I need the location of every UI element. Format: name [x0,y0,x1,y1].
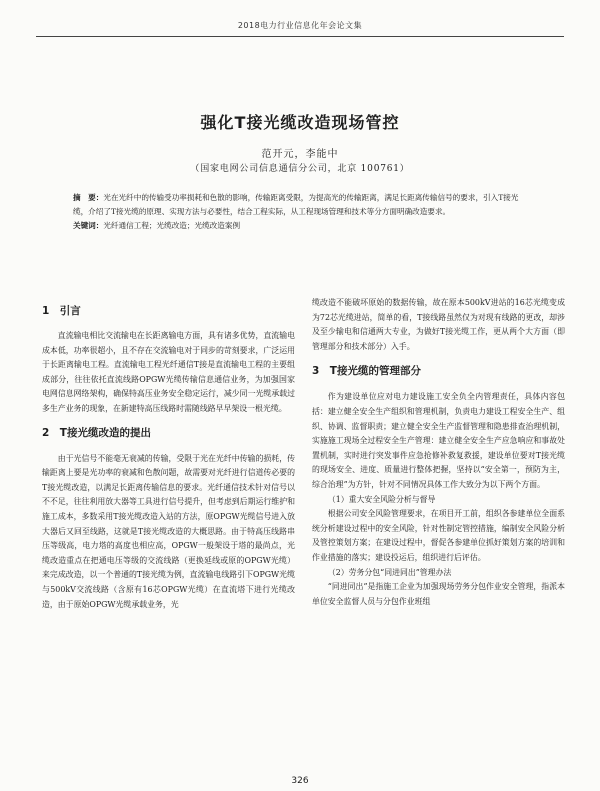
abstract-block [73,191,533,232]
section-2-heading: 2 T接光缆改造的提出 [42,426,151,439]
keywords-label: 关键词： [73,220,104,230]
header-rule [36,36,564,37]
subsection-2-paragraph: “同进同出”是指施工企业为加强现场劳务分包作业安全管理，指派本单位安全监督人员与分包作业班组 [312,582,565,606]
right-column [312,296,565,609]
abstract-label: 摘 要： [73,193,104,202]
abstract [73,191,533,219]
continued-paragraph: 缆改造不能破坏原始的数据传输，故在原本500kV进站的16芯光缆变成为72芯光缆进站，简单的看，T接线路虽然仅为对现有线路的更改，却涉及至少输电和信通两大专业，为做好T接光缆工作，更从两个大方面（即管理部分和技术部分）入手。 [312,298,565,351]
keywords [73,219,533,233]
authors: 范开元，李能中 [261,149,339,160]
subsection-1-heading: （1）重大安全风险分析与督导 [327,494,436,504]
keywords-text: 光纤通信工程；光缆改造；光缆改造案例 [103,220,241,230]
paper-title: 强化T接光缆改造现场管控 [200,113,400,132]
section-3-paragraph: 作为建设单位应对电力建设施工安全负全内管理责任，具体内容包括：建立健全安全生产组织和管理机制，负责电力建设工程安全生产、组织、协调、监督职责；建立健全安全生产监督管理和隐患排查治理机制，实施施工现场全过程安全生产管理：建立健全安全生产应急响应和事故处置机制，实时进行突发事件应急抢修补救复救援，建设单位要对T接光缆的现场安全、进度、质量进行整体把握，坚持以“安全第一，预防为主，综合治理”为方针，针对不同情况具体工作大致分为以下两个方面。 [312,392,565,489]
page-number: 326 [291,776,309,786]
left-column [42,296,295,612]
abstract-text: 光在光纤中的传输受功率损耗和色散的影响，传输距离受限，为提高光的传输距离，满足长距离传输信号的要求，引入T接光缆，介绍了T接光缆的原理、实现方法与必要性，结合工程实际，从工程现场管理和技术等分方面明确改造要求。 [73,193,519,216]
section-3-heading: 3 T接光缆的管理部分 [312,365,421,378]
section-2-paragraph: 由于光信号不能毫无衰减的传输，受限于光在光纤中传输的损耗，传输距离上要是光功率的衰减和色散问题，故需要对光纤进行信道传必要的T接光缆改造，以满足长距离传输信息的要求。光纤通信技术针对信号以不不足，往往利用放大器等工具进行信号提升，但考虑到后期运行维护和施工成本，多数采用T接光缆改造入站的方法，原OPGW光缆信号进入放大器后又回至线路，这就是T接光缆改造的大概思路。由于特高压线路串压等级高，电力塔的高度也相应高，OPGW一般架设于塔的最尚点，光缆改造重点在把通电压等级的交流线路（更换延线或原的OPGW光缆）来完成改造，以一个普通的T接光缆为例，直流输电线路引下OPGW光缆与500kV交流线路（含原有16芯OPGW光缆）在直流塔下进行光缆改造，由于原始OPGW光缆承载业务，光 [42,453,295,609]
running-header: 2018电力行业信息化年会论文集 [237,21,363,30]
affiliation: （国家电网公司信息通信分公司，北京 100761） [190,164,410,174]
subsection-2-heading: （2）劳务分包“同进同出”管理办法 [327,567,452,577]
section-1-paragraph: 直流输电相比交流输电在长距离输电方面，具有诸多优势，直流输电成本低，功率很超小，且不存在交流输电对于同步的苛刻要求，广泛运用于长距离输电工程。直流输电工程光纤通信T接是直流输电工程的主要组成部分，往往依托直流线路OPGW光缆传输信息通信业务，为加强国家电网信息网络架构，确保特高压业务安全稳定运行，减少同一光缆承载过多生产业务的现象，在新建特高压线路时需随线路早早架设一根光缆。 [42,331,295,413]
subsection-1-paragraph: 根据公司安全风险管理要求，在项目开工前，组织各参建单位全面系统分析建设过程中的安全风险，针对性制定管控措施，编制安全风险分析及管控策划方案；在建设过程中，督促各参建单位抓好策划方案的培训和作业措施的落实；建设投运后，组织进行后评估。 [312,509,565,562]
section-1-heading: 1 引言 [42,305,81,317]
